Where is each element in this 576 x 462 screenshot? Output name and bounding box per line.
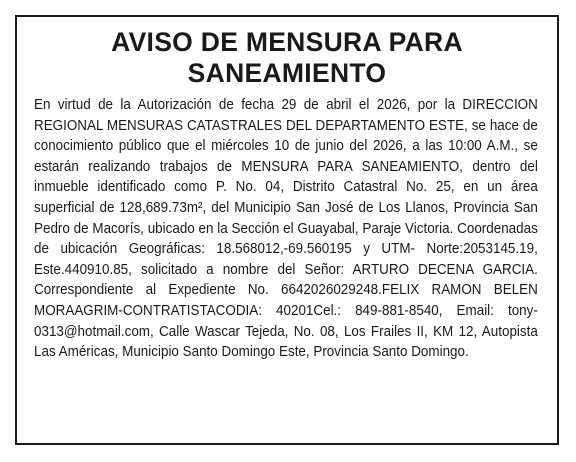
notice-title-line-1: AVISO DE MENSURA PARA — [111, 27, 463, 57]
notice-title — [34, 27, 540, 89]
legal-notice-box — [15, 15, 559, 445]
notice-title-line-2: SANEAMIENTO — [187, 58, 387, 88]
notice-body: En virtud de la Autorización de fecha 29 de abril el 2026, por la DIRECCION REGIONAL MENSURAS CATASTRALES DEL DEPARTAMENTO ESTE, se hace de conocimiento público que el miércoles 10 de junio del 2026, a las 10:00 A.M., se estarán realizando trabajos de MENSURA PARA SANEAMIENTO, dentro del inmueble identificado como P. No. 04, Distrito Catastral No. 25, en un área superficial de 128,689.73m², del Municipio San José de Los Llanos, Provincia San Pedro de Macorís, ubicado en la Sección el Guayabal, Paraje Victoria. Coordenadas de ubicación Geográficas: 18.568012,-69.560195 y UTM- Norte:2053145.19, Este.440910.85, solicitado a nombre del Señor: ARTURO DECENA GARCIA. Correspondiente al Expediente No. 6642026029248.FELIX RAMON BELEN MORAAGRIM-CONTRATISTACODIA: 40201Cel.: 849-881-8540, Email: tony-0313@hotmail.com, Calle Wascar Tejeda, No. 08, Los Frailes II, KM 12, Autopista Las Américas, Municipio Santo Domingo Este, Provincia Santo Domingo. — [34, 97, 538, 361]
